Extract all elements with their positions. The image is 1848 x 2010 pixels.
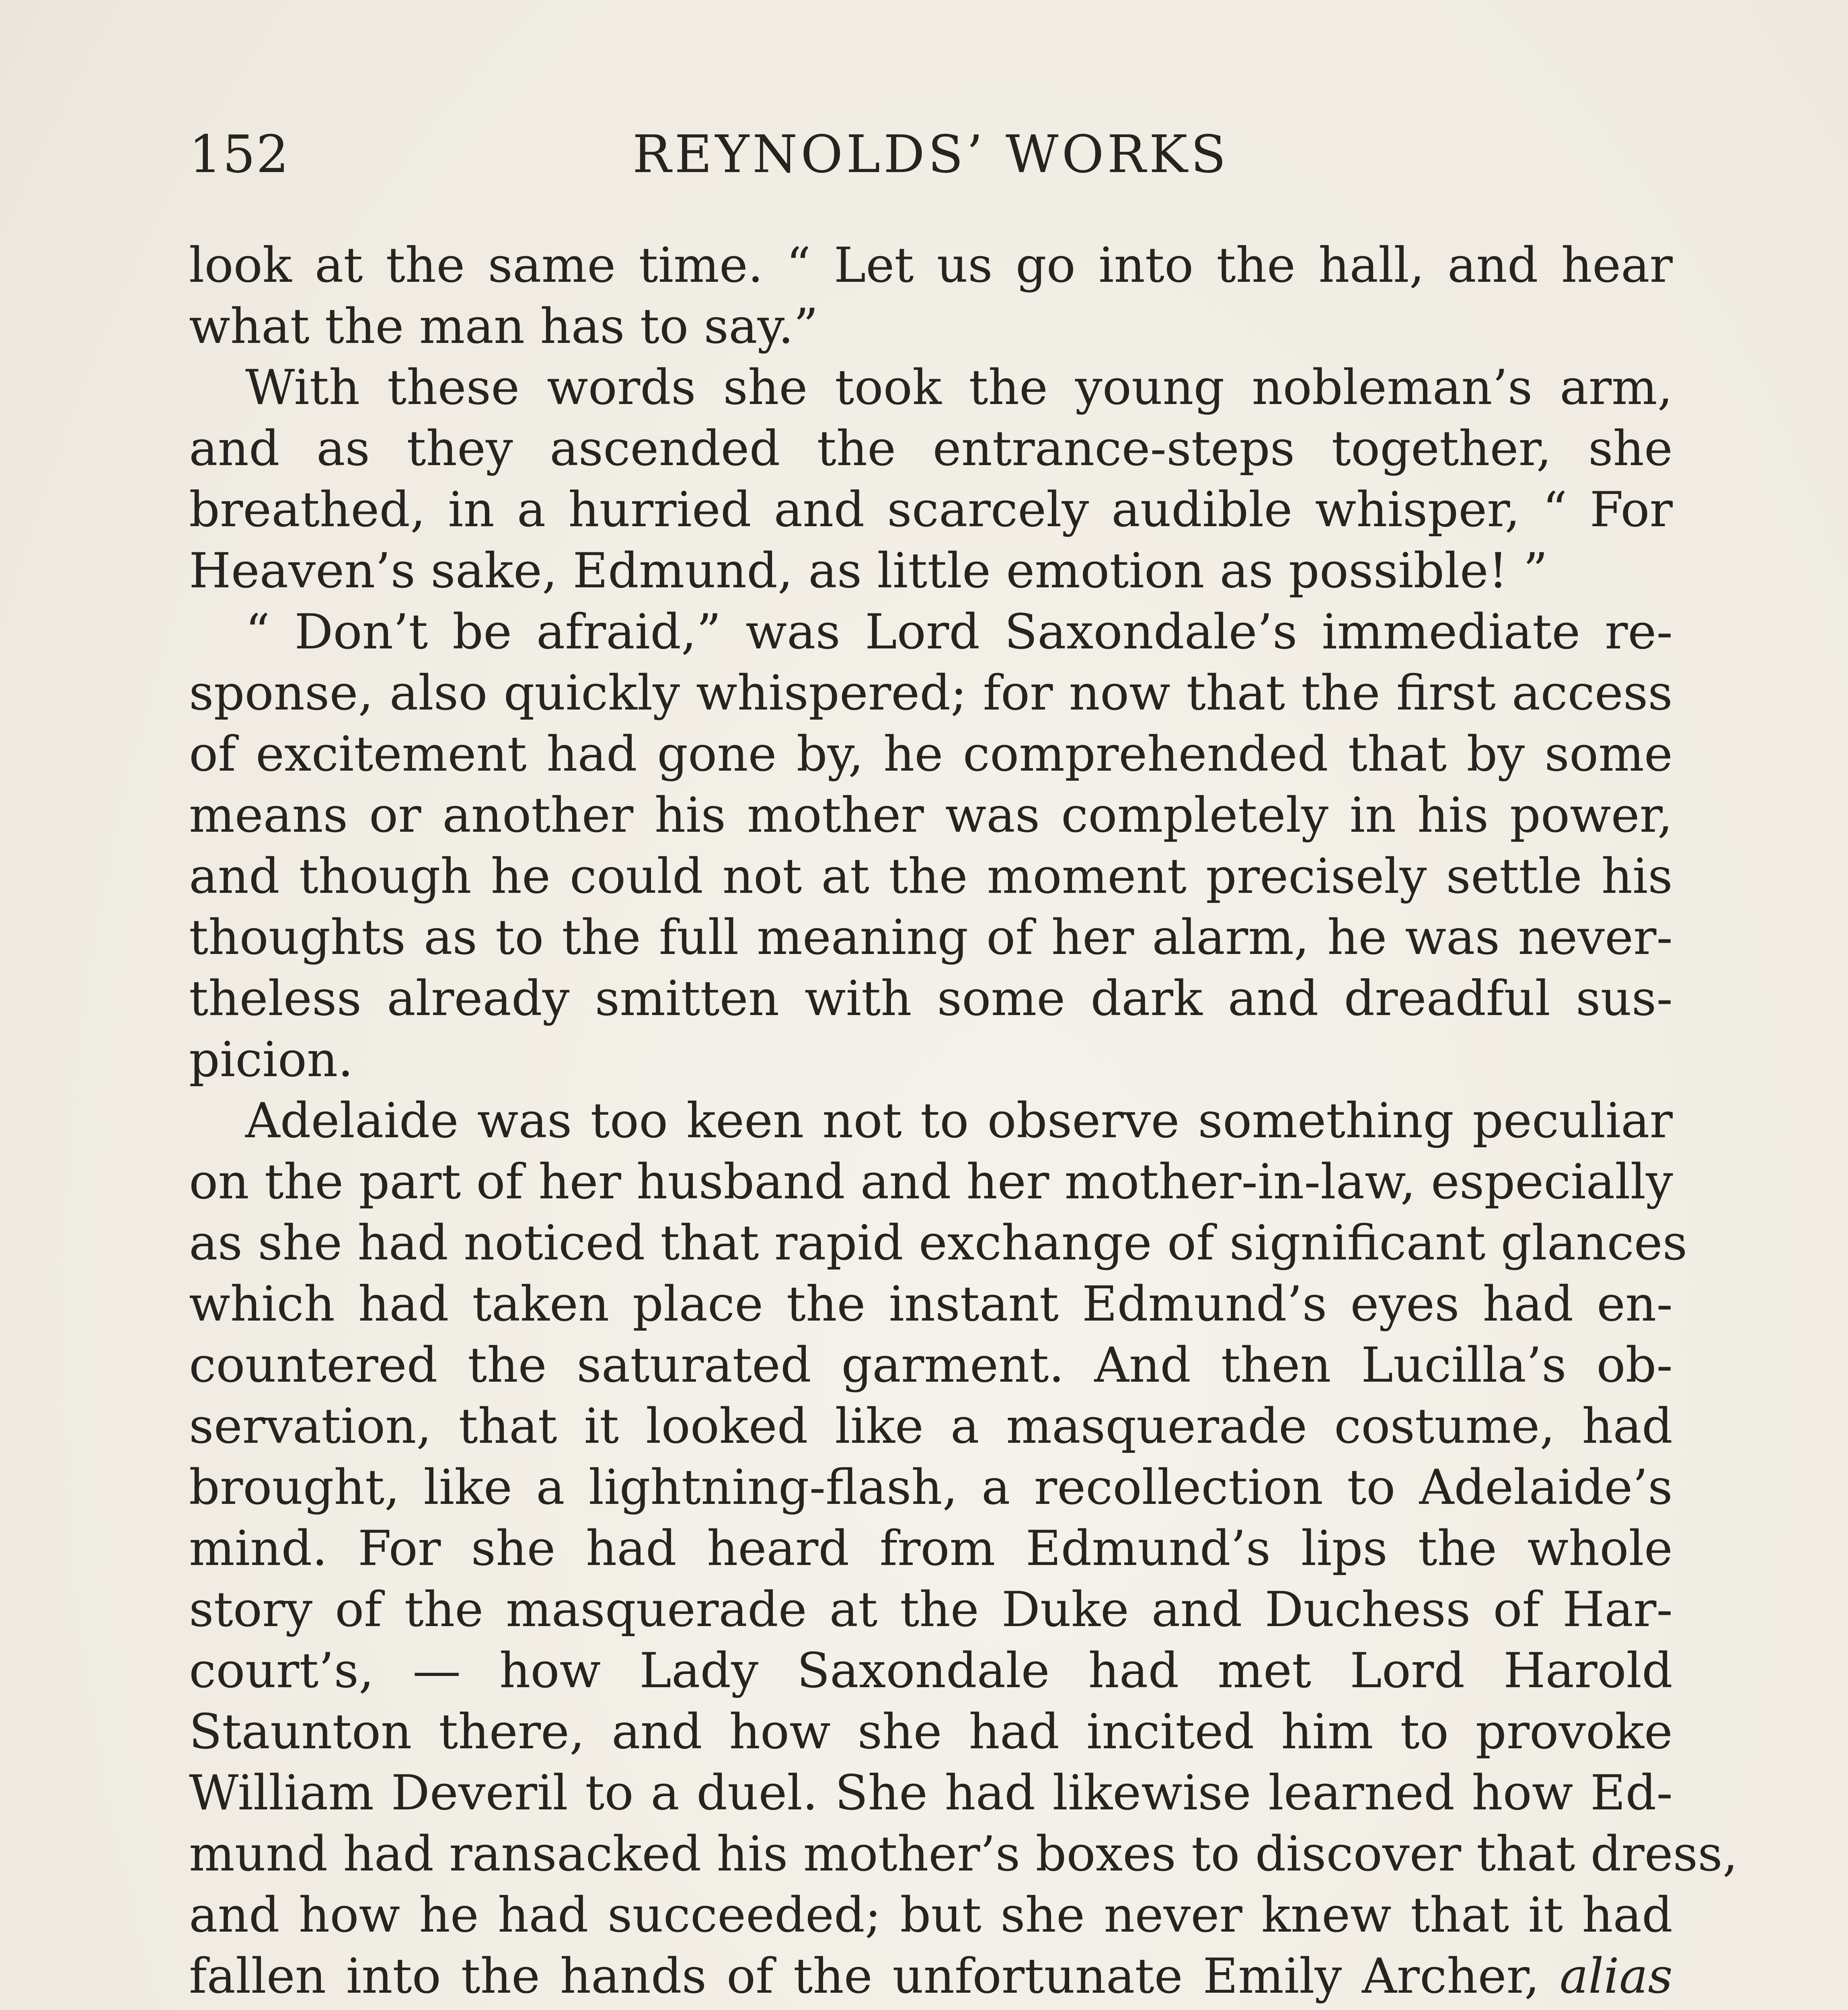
text-line: thoughts as to the full meaning of her alarm, he was never- xyxy=(189,910,1673,966)
text-line: mund had ransacked his mother’s boxes to discover that dress, xyxy=(189,1826,1738,1882)
text-line: story of the masquerade at the Duke and Duchess of Har- xyxy=(189,1582,1673,1638)
page-number: 152 xyxy=(189,125,290,185)
text-line: theless already smitten with some dark and dreadful sus- xyxy=(189,971,1673,1027)
text-line: and how he had succeeded; but she never knew that it had xyxy=(189,1887,1673,1943)
text-line: on the part of her husband and her mother-in-law, especially xyxy=(189,1154,1673,1210)
text-line: of excitement had gone by, he comprehended that by some xyxy=(189,726,1673,782)
text-line: what the man has to say.” xyxy=(189,299,818,355)
text-line: countered the saturated garment. And then Lucilla’s ob- xyxy=(189,1337,1673,1393)
text-line: William Deveril to a duel. She had likewise learned how Ed- xyxy=(189,1765,1673,1821)
text-line: With these words she took the young nobleman’s arm, xyxy=(245,360,1673,416)
body-text xyxy=(189,235,1738,2010)
page-header xyxy=(189,121,1673,189)
text-line: servation, that it looked like a masquerade costume, had xyxy=(189,1399,1673,1454)
text-line: means or another his mother was completely in his power, xyxy=(189,788,1673,843)
text-line: which had taken place the instant Edmund’s eyes had en- xyxy=(189,1276,1673,1332)
text-line: Adelaide was too keen not to observe something peculiar xyxy=(245,1093,1673,1149)
italic-word: alias xyxy=(1559,1948,1673,2004)
text-line: as she had noticed that rapid exchange of significant glances xyxy=(189,1215,1688,1271)
text-line xyxy=(189,2007,1673,2010)
text-line: court’s, — how Lady Saxondale had met Lord Harold xyxy=(189,1643,1673,1699)
text-line: breathed, in a hurried and scarcely audible whisper, “ For xyxy=(189,482,1673,538)
text-line: fallen into the hands of the unfortunate Emily Archer, alias xyxy=(189,1948,1673,2004)
running-head: REYNOLDS’ WORKS xyxy=(632,125,1230,185)
text-line: and though he could not at the moment precisely settle his xyxy=(189,849,1673,904)
text-line: “ Don’t be afraid,” was Lord Saxondale’s immediate re- xyxy=(245,604,1673,660)
text-line: Heaven’s sake, Edmund, as little emotion as possible! ” xyxy=(189,543,1548,599)
text-line: sponse, also quickly whispered; for now that the first access xyxy=(189,665,1673,721)
text-line: mind. For she had heard from Edmund’s lips the whole xyxy=(189,1521,1673,1577)
text-line: Staunton there, and how she had incited him to provoke xyxy=(189,1704,1673,1760)
text-line: look at the same time. “ Let us go into the hall, and hear xyxy=(189,238,1673,293)
text-line: and as they ascended the entrance-steps together, she xyxy=(189,421,1673,477)
text-line: brought, like a lightning-flash, a recollection to Adelaide’s xyxy=(189,1460,1673,1516)
text-line: picion. xyxy=(189,1032,353,1088)
